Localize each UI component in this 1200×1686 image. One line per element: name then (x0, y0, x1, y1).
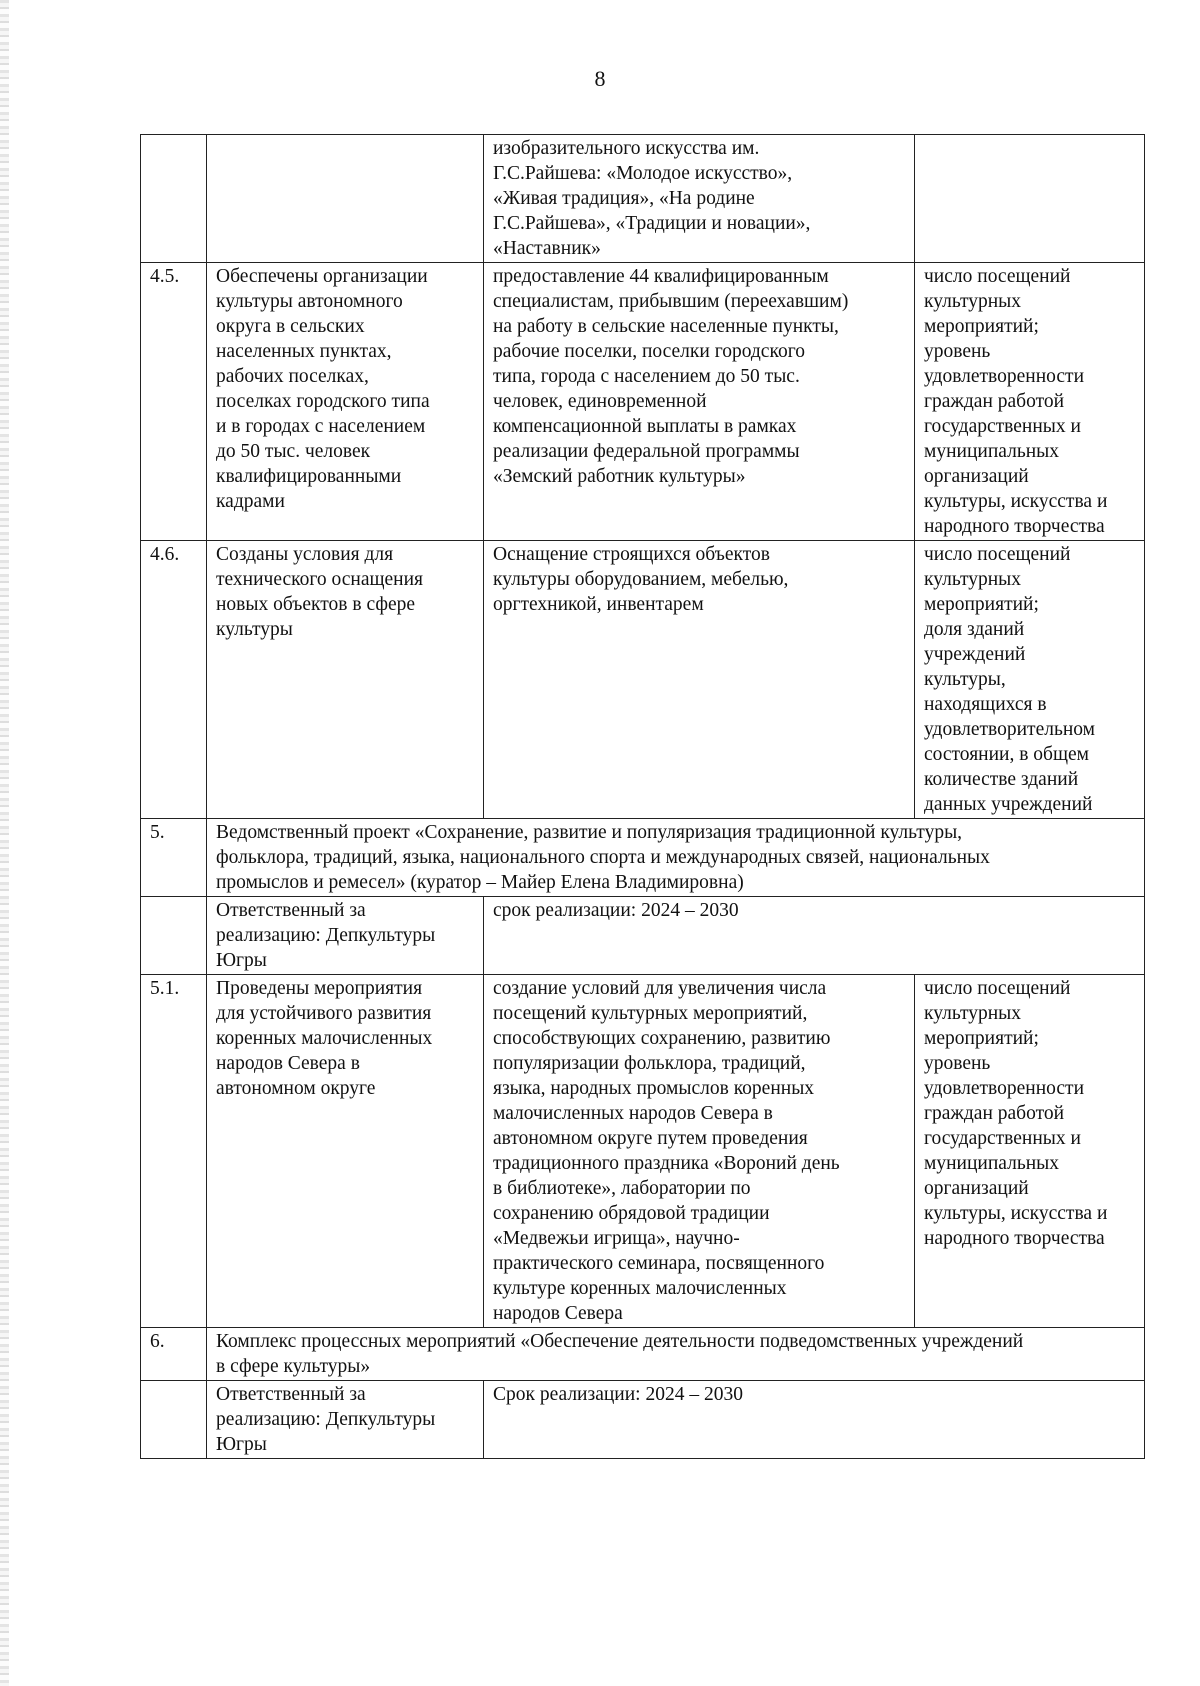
result-cell-line: сохранению обрядовой традиции (493, 1203, 770, 1224)
result-cell-line: практического семинара, посвященного (493, 1253, 825, 1274)
task-cell-line: технического оснащения (216, 569, 424, 590)
indicator-cell-line: мероприятий; (924, 316, 1039, 337)
number-cell (141, 135, 207, 263)
responsible-cell-line: реализацию: Депкультуры (216, 925, 436, 946)
indicator-cell-line: организаций (924, 466, 1029, 487)
result-cell-line: Г.С.Райшева: «Молодое искусство», (493, 163, 793, 184)
task-cell-line: коренных малочисленных (216, 1028, 433, 1049)
indicator-cell-line: граждан работой (924, 1103, 1065, 1124)
result-cell-line: рабочие поселки, поселки городского (493, 341, 805, 362)
indicator-cell (915, 975, 1145, 1328)
result-cell-line: в библиотеке», лаборатории по (493, 1178, 751, 1199)
indicator-cell-line: число посещений (924, 978, 1071, 999)
task-cell (207, 541, 484, 819)
responsible-cell (207, 1381, 484, 1459)
indicator-cell-line: культурных (924, 1003, 1022, 1024)
number-cell (141, 897, 207, 975)
task-cell-line: Обеспечены организации (216, 266, 428, 287)
task-cell (207, 263, 484, 541)
result-cell (484, 263, 915, 541)
task-cell-line: населенных пунктах, (216, 341, 392, 362)
result-cell-line: оргтехникой, инвентарем (493, 594, 704, 615)
result-cell-line: культуре коренных малочисленных (493, 1278, 787, 1299)
indicator-cell-line: количестве зданий (924, 769, 1079, 790)
table-row (141, 1381, 1145, 1459)
indicator-cell-line: удовлетворительном (924, 719, 1096, 740)
table-row (141, 1328, 1145, 1381)
term-cell: Срок реализации: 2024 – 2030 (484, 1381, 1145, 1459)
task-cell-line: Проведены мероприятия (216, 978, 423, 999)
indicator-cell-line: государственных и (924, 1128, 1081, 1149)
section-title-line: фольклора, традиций, языка, национального спорта и международных связей, национальных (216, 847, 990, 868)
indicator-cell-line: уровень (924, 341, 991, 362)
task-cell-line: и в городах с населением (216, 416, 426, 437)
task-cell-line: Созданы условия для (216, 544, 394, 565)
result-cell-line: «Медвежьи игрища», научно- (493, 1228, 740, 1249)
indicator-cell-line: данных учреждений (924, 794, 1093, 815)
indicator-cell-line: народного творчества (924, 516, 1105, 537)
result-cell-line: автономном округе путем проведения (493, 1128, 808, 1149)
result-cell-line: предоставление 44 квалифицированным (493, 266, 829, 287)
indicator-cell-line: удовлетворенности (924, 366, 1084, 387)
result-cell (484, 975, 915, 1328)
indicator-cell-line: учреждений (924, 644, 1026, 665)
section-title (207, 1328, 1145, 1381)
indicator-cell-line: число посещений (924, 544, 1071, 565)
result-cell-line: на работу в сельские населенные пункты, (493, 316, 839, 337)
section-number: 5. (141, 819, 207, 897)
indicator-cell-line: граждан работой (924, 391, 1065, 412)
section-title-line: промыслов и ремесел» (куратор – Майер Елена Владимировна) (216, 872, 744, 893)
task-cell-line: культуры (216, 619, 293, 640)
result-cell-line: компенсационной выплаты в рамках (493, 416, 797, 437)
indicator-cell-line: муниципальных (924, 1153, 1060, 1174)
result-cell-line: изобразительного искусства им. (493, 138, 760, 159)
responsible-cell (207, 897, 484, 975)
row-number: 5.1. (141, 975, 207, 1328)
section-number: 6. (141, 1328, 207, 1381)
table-row (141, 897, 1145, 975)
responsible-cell-line: Ответственный за (216, 900, 366, 921)
result-cell-line: традиционного праздника «Вороний день (493, 1153, 840, 1174)
result-cell (484, 541, 915, 819)
result-cell-line: «Земский работник культуры» (493, 466, 746, 487)
scan-edge-decoration (0, 0, 9, 1686)
task-cell-line: до 50 тыс. человек (216, 441, 371, 462)
indicator-cell (915, 541, 1145, 819)
indicator-cell (915, 263, 1145, 541)
indicator-cell-line: состоянии, в общем (924, 744, 1089, 765)
task-cell (207, 975, 484, 1328)
measures-table (140, 134, 1145, 1459)
result-cell-line: малочисленных народов Севера в (493, 1103, 773, 1124)
section-title (207, 819, 1145, 897)
result-cell-line: типа, города с населением до 50 тыс. (493, 366, 800, 387)
number-cell (141, 1381, 207, 1459)
result-cell-line: «Наставник» (493, 238, 601, 259)
result-cell-line: культуры оборудованием, мебелью, (493, 569, 789, 590)
task-cell-line: рабочих поселках, (216, 366, 369, 387)
result-cell-line: Оснащение строящихся объектов (493, 544, 770, 565)
section-title-line: Ведомственный проект «Сохранение, развитие и популяризация традиционной культуры, (216, 822, 963, 843)
indicator-cell-line: число посещений (924, 266, 1071, 287)
indicator-cell (915, 135, 1145, 263)
row-number: 4.6. (141, 541, 207, 819)
indicator-cell-line: мероприятий; (924, 594, 1039, 615)
indicator-cell-line: культуры, (924, 669, 1006, 690)
result-cell-line: посещений культурных мероприятий, (493, 1003, 808, 1024)
indicator-cell-line: государственных и (924, 416, 1081, 437)
row-number: 4.5. (141, 263, 207, 541)
table-row (141, 541, 1145, 819)
table-row (141, 135, 1145, 263)
responsible-cell-line: Югры (216, 950, 267, 971)
result-cell-line: языка, народных промыслов коренных (493, 1078, 815, 1099)
task-cell-line: народов Севера в (216, 1053, 360, 1074)
table-row (141, 263, 1145, 541)
result-cell (484, 135, 915, 263)
indicator-cell-line: организаций (924, 1178, 1029, 1199)
result-cell-line: «Живая традиция», «На родине (493, 188, 755, 209)
indicator-cell-line: доля зданий (924, 619, 1025, 640)
task-cell-line: культуры автономного (216, 291, 403, 312)
result-cell-line: человек, единовременной (493, 391, 707, 412)
task-cell-line: кадрами (216, 491, 285, 512)
indicator-cell-line: культурных (924, 291, 1022, 312)
responsible-cell-line: реализацию: Депкультуры (216, 1409, 436, 1430)
result-cell-line: создание условий для увеличения числа (493, 978, 827, 999)
responsible-cell-line: Югры (216, 1434, 267, 1455)
indicator-cell-line: народного творчества (924, 1228, 1105, 1249)
task-cell (207, 135, 484, 263)
indicator-cell-line: удовлетворенности (924, 1078, 1084, 1099)
indicator-cell-line: культурных (924, 569, 1022, 590)
table-row (141, 975, 1145, 1328)
result-cell-line: народов Севера (493, 1303, 623, 1324)
table-row (141, 819, 1145, 897)
result-cell-line: специалистам, прибывшим (переехавшим) (493, 291, 849, 312)
task-cell-line: поселках городского типа (216, 391, 430, 412)
task-cell-line: автономном округе (216, 1078, 376, 1099)
result-cell-line: Г.С.Райшева», «Традиции и новации», (493, 213, 811, 234)
section-title-line: Комплекс процессных мероприятий «Обеспечение деятельности подведомственных учреждений (216, 1331, 1024, 1352)
result-cell-line: способствующих сохранению, развитию (493, 1028, 831, 1049)
indicator-cell-line: находящихся в (924, 694, 1047, 715)
indicator-cell-line: уровень (924, 1053, 991, 1074)
indicator-cell-line: культуры, искусства и (924, 1203, 1108, 1224)
indicator-cell-line: культуры, искусства и (924, 491, 1108, 512)
page-number: 8 (594, 66, 606, 91)
responsible-cell-line: Ответственный за (216, 1384, 366, 1405)
task-cell-line: квалифицированными (216, 466, 402, 487)
task-cell-line: новых объектов в сфере (216, 594, 416, 615)
task-cell-line: округа в сельских (216, 316, 365, 337)
result-cell-line: популяризации фольклора, традиций, (493, 1053, 806, 1074)
result-cell-line: реализации федеральной программы (493, 441, 800, 462)
indicator-cell-line: мероприятий; (924, 1028, 1039, 1049)
term-cell: срок реализации: 2024 – 2030 (484, 897, 1145, 975)
indicator-cell-line: муниципальных (924, 441, 1060, 462)
task-cell-line: для устойчивого развития (216, 1003, 432, 1024)
section-title-line: в сфере культуры» (216, 1356, 371, 1377)
